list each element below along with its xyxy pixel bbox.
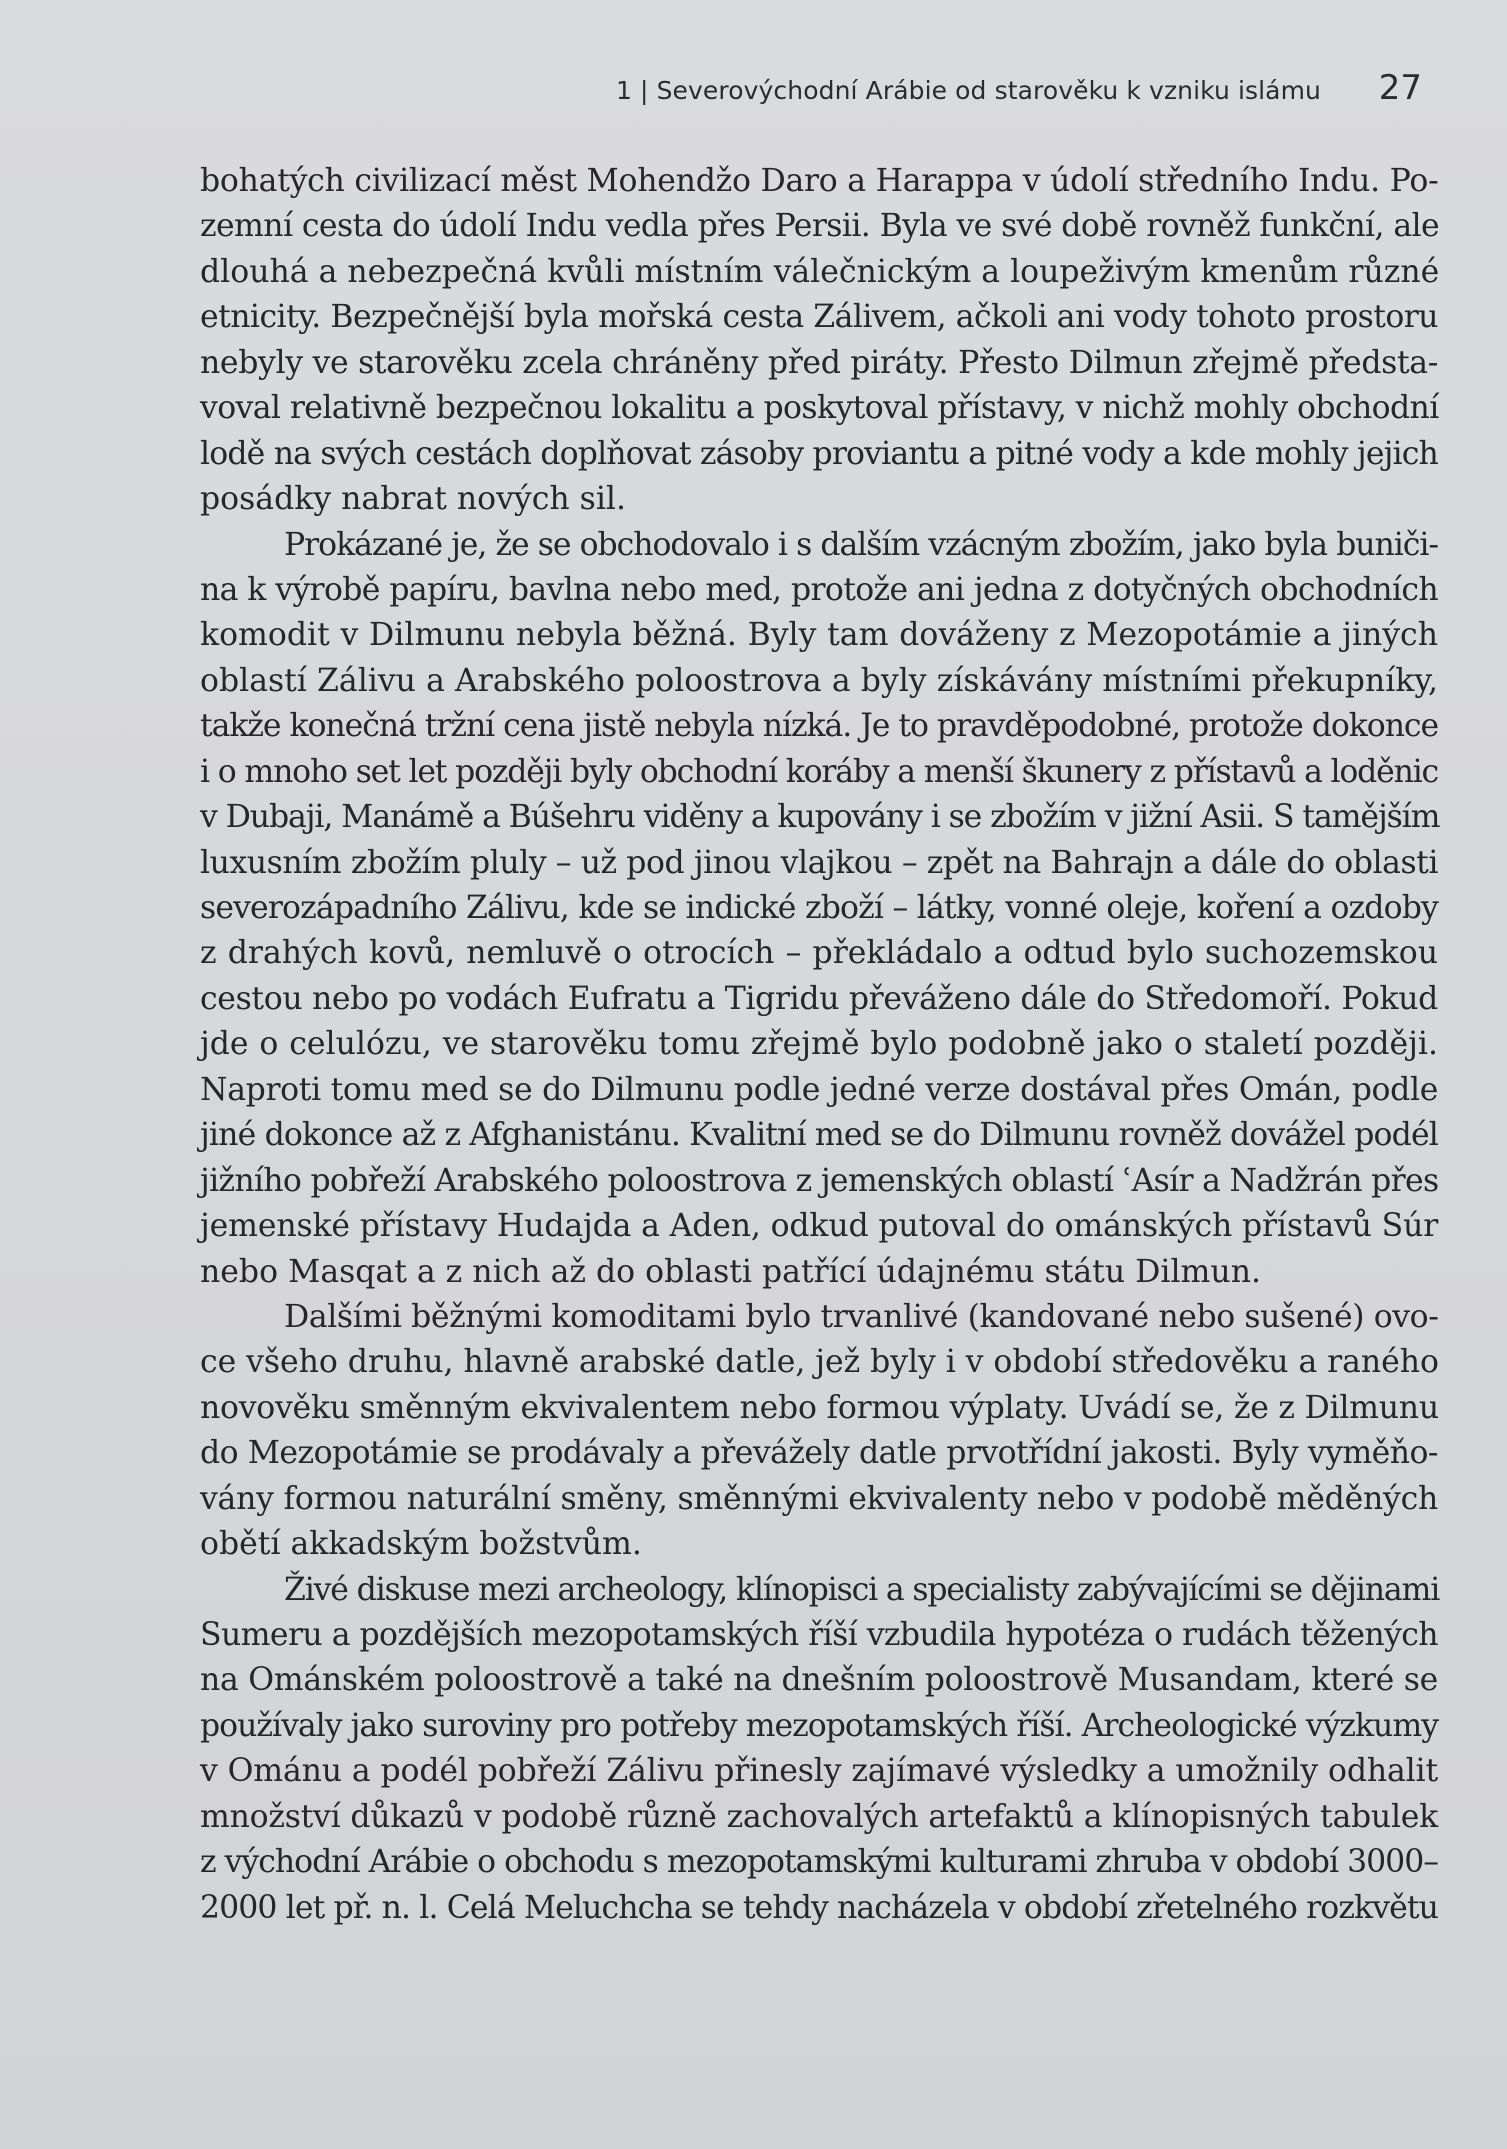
text-line: ce všeho druhu, hlavně arabské datle, jež byly i v období středověku a raného xyxy=(200,1344,1439,1381)
text-line: novověku směnným ekvivalentem nebo formou výplaty. Uvádí se, že z Dilmunu xyxy=(200,1389,1439,1426)
text-line: Živé diskuse mezi archeology, klínopisci a specialisty zabývajícími se dějinami xyxy=(284,1571,1440,1608)
text-line: obětí akkadským božstvům. xyxy=(200,1526,642,1563)
paragraph xyxy=(200,159,1438,523)
text-line: používaly jako suroviny pro potřeby mezopotamských říší. Archeologické výzkumy xyxy=(200,1707,1438,1744)
text-line: nebyly ve starověku zcela chráněny před piráty. Přesto Dilmun zřejmě předsta- xyxy=(200,344,1438,381)
text-line: Dalšími běžnými komoditami bylo trvanlivé (kandované nebo sušené) ovo- xyxy=(284,1298,1439,1335)
text-line: lodě na svých cestách doplňovat zásoby proviantu a pitné vody a kde mohly jejich xyxy=(200,435,1438,472)
text-line: Prokázané je, že se obchodovalo i s dalším vzácným zbožím, jako byla buniči- xyxy=(284,526,1438,563)
text-line: i o mnoho set let později byly obchodní koráby a menší škunery z přístavů a loděnic xyxy=(200,753,1438,790)
text-line: voval relativně bezpečnou lokalitu a poskytoval přístavy, v nichž mohly obchodní xyxy=(200,390,1439,427)
text-line: posádky nabrat nových sil. xyxy=(200,481,626,518)
text-line: množství důkazů v podobě různě zachovalých artefaktů a klínopisných tabulek xyxy=(200,1798,1438,1835)
text-line: jde o celulózu, ve starověku tomu zřejmě bylo podobně jako o staletí později. xyxy=(200,1026,1438,1063)
paragraph xyxy=(200,1295,1438,1568)
running-title: 1 | Severovýchodní Arábie od starověku k vzniku islámu xyxy=(615,76,1321,105)
text-line: severozápadního Zálivu, kde se indické zboží – látky, vonné oleje, koření a ozdoby xyxy=(200,890,1438,926)
text-line: etnicity. Bezpečnější byla mořská cesta Zálivem, ačkoli ani vody tohoto prostoru xyxy=(200,299,1438,336)
text-line: 2000 let př. n. l. Celá Meluchcha se tehdy nacházela v období zřetelného rozkvětu xyxy=(200,1889,1438,1926)
text-line: vány formou naturální směny, směnnými ekvivalenty nebo v podobě měděných xyxy=(200,1480,1438,1517)
text-line: jiné dokonce až z Afghanistánu. Kvalitní med se do Dilmunu rovněž dovážel podél xyxy=(200,1117,1438,1154)
paragraph xyxy=(200,523,1438,1295)
text-line: jemenské přístavy Hudajda a Aden, odkud putoval do ománských přístavů Súr xyxy=(200,1208,1439,1245)
text-line: v Ománu a podél pobřeží Zálivu přinesly zajímavé výsledky a umožnily odhalit xyxy=(200,1753,1438,1790)
text-line: z východní Arábie o obchodu s mezopotamskými kulturami zhruba v období 3000– xyxy=(200,1844,1438,1881)
text-line: do Mezopotámie se prodávaly a převážely datle prvotřídní jakosti. Byly vyměňo- xyxy=(200,1435,1438,1472)
text-line: luxusním zbožím pluly – už pod jinou vlajkou – zpět na Bahrajn a dále do oblasti xyxy=(200,844,1438,881)
text-line: Sumeru a pozdějších mezopotamských říší vzbudila hypotéza o rudách těžených xyxy=(200,1617,1438,1653)
text-line: jižního pobřeží Arabského poloostrova z jemenských oblastí ʿAsír a Nadžrán přes xyxy=(200,1162,1439,1199)
text-line: bohatých civilizací měst Mohendžo Daro a Harappa v údolí středního Indu. Po- xyxy=(200,163,1439,199)
text-line: na k výrobě papíru, bavlna nebo med, protože ani jedna z dotyčných obchodních xyxy=(200,571,1438,608)
page-number: 27 xyxy=(1378,68,1422,108)
text-line: cestou nebo po vodách Eufratu a Tigridu převáženo dále do Středomoří. Pokud xyxy=(200,980,1438,1017)
text-line: na Ománském poloostrově a také na dnešním poloostrově Musandam, které se xyxy=(200,1662,1438,1699)
text-line: takže konečná tržní cena jistě nebyla nízká. Je to pravděpodobné, protože dokonce xyxy=(200,708,1439,745)
paragraph xyxy=(200,1568,1438,1932)
running-header xyxy=(200,68,1442,112)
text-line: Naproti tomu med se do Dilmunu podle jedné verze dostával přes Omán, podle xyxy=(200,1071,1438,1108)
text-line: oblastí Zálivu a Arabského poloostrova a byly získávány místními překupníky, xyxy=(200,662,1438,699)
text-line: nebo Masqat a z nich až do oblasti patřící údajnému státu Dilmun. xyxy=(200,1253,1262,1290)
text-line: dlouhá a nebezpečná kvůli místním válečnickým a loupeživým kmenům různé xyxy=(200,253,1440,290)
body-text xyxy=(200,159,1438,1931)
text-line: z drahých kovů, nemluvě o otrocích – překládalo a odtud bylo suchozemskou xyxy=(200,935,1438,972)
text-line: v Dubaji, Manámě a Búšehru viděny a kupovány i se zbožím v jižní Asii. S tamějším xyxy=(200,799,1440,836)
text-line: komodit v Dilmunu nebyla běžná. Byly tam dováženy z Mezopotámie a jiných xyxy=(200,617,1438,654)
text-line: zemní cesta do údolí Indu vedla přes Persii. Byla ve své době rovněž funkční, ale xyxy=(200,208,1440,245)
